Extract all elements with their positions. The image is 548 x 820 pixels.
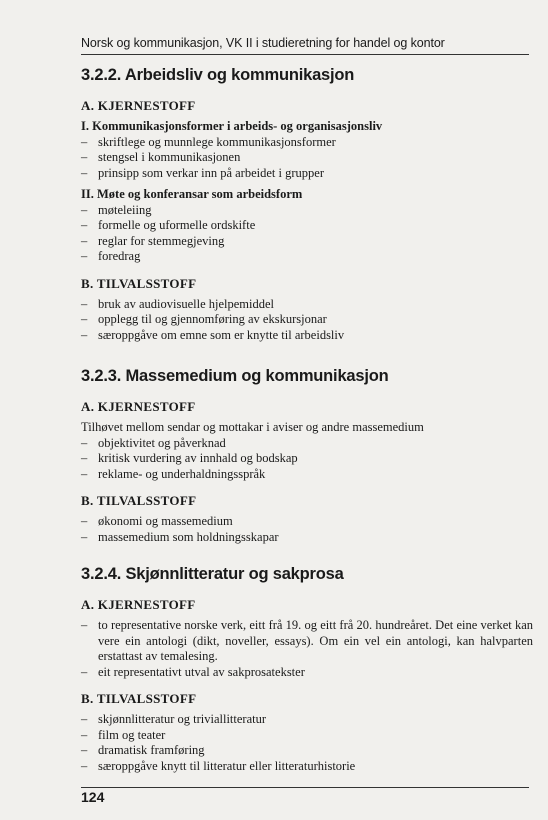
kjernestoff-heading: A. KJERNESTOFF — [81, 597, 196, 612]
list-item: – dramatisk framføring — [81, 743, 533, 759]
section-title: 3.2.3. Massemedium og kommunikasjon — [81, 367, 389, 385]
list-item: – bruk av audiovisuelle hjelpemiddel — [81, 297, 533, 313]
list-item: – skjønnlitteratur og triviallitteratur — [81, 712, 533, 728]
list-item: – formelle og uformelle ordskifte — [81, 218, 533, 234]
tilvalsstoff-block — [81, 276, 533, 344]
section-title: 3.2.4. Skjønnlitteratur og sakprosa — [81, 565, 344, 583]
bullet-list — [81, 436, 533, 483]
page-content — [81, 66, 533, 774]
tilvalsstoff-heading: B. TILVALSSTOFF — [81, 493, 197, 508]
subsection-mote-konferansar — [81, 187, 533, 265]
section-3-2-4 — [81, 565, 533, 774]
running-head: Norsk og kommunikasjon, VK II i studieretning for handel og kontor — [81, 36, 529, 55]
list-item: – reklame- og underhaldningsspråk — [81, 467, 533, 483]
section-3-2-3 — [81, 367, 533, 545]
page-number: 124 — [81, 789, 105, 805]
list-item: – opplegg til og gjennomføring av ekskursjonar — [81, 312, 533, 328]
list-item: – skriftlege og munnlege kommunikasjonsformer — [81, 135, 533, 151]
subsection-title: II. Møte og konferansar som arbeidsform — [81, 187, 303, 201]
list-item: – objektivitet og påverknad — [81, 436, 533, 452]
bullet-list — [81, 203, 533, 265]
kjernestoff-block — [81, 597, 533, 680]
list-item: – økonomi og massemedium — [81, 514, 533, 530]
tilvalsstoff-heading: B. TILVALSSTOFF — [81, 275, 197, 291]
list-item: – kritisk vurdering av innhald og bodskap — [81, 451, 533, 467]
list-item: – massemedium som holdningsskapar — [81, 530, 533, 546]
tilvalsstoff-heading: B. TILVALSSTOFF — [81, 691, 197, 706]
tilvalsstoff-block — [81, 493, 533, 545]
bullet-list — [81, 514, 533, 545]
bullet-list — [81, 618, 533, 680]
tilvalsstoff-block — [81, 691, 533, 774]
list-item: – eit representativt utval av sakprosatekster — [81, 665, 533, 681]
list-item: – særoppgåve knytt til litteratur eller litteraturhistorie — [81, 759, 533, 775]
list-item: – stengsel i kommunikasjonen — [81, 150, 533, 166]
subsection-title: I. Kommunikasjonsformer i arbeids- og organisasjonsliv — [81, 119, 383, 133]
bullet-list — [81, 135, 533, 182]
bullet-list — [81, 712, 533, 774]
section-3-2-2 — [81, 66, 533, 343]
bullet-list — [81, 297, 533, 344]
list-item: – film og teater — [81, 728, 533, 744]
list-item: – prinsipp som verkar inn på arbeidet i grupper — [81, 166, 533, 182]
footer-rule — [81, 787, 529, 788]
kjernestoff-heading: A. KJERNESTOFF — [81, 399, 196, 414]
subsection-kommunikasjonsformer — [81, 119, 533, 181]
kjernestoff-intro: Tilhøvet mellom sendar og mottakar i aviser og andre massemedium — [81, 420, 424, 434]
list-item: – reglar for stemmegjeving — [81, 234, 533, 250]
list-item: – foredrag — [81, 249, 533, 265]
list-item: – to representative norske verk, eitt frå 19. og eitt frå 20. hundreåret. Det eine verket kan vere ein antologi (dikt, noveller, essays). Om ein vel ein antologi, kan halvparten erstattast av temalesing. — [81, 618, 533, 665]
kjernestoff-block — [81, 399, 533, 482]
list-item: – særoppgåve om emne som er knytte til arbeidsliv — [81, 328, 533, 344]
list-item: – møteleiing — [81, 203, 533, 219]
section-title: 3.2.2. Arbeidsliv og kommunikasjon — [81, 66, 355, 84]
kjernestoff-heading: A. KJERNESTOFF — [81, 98, 196, 113]
